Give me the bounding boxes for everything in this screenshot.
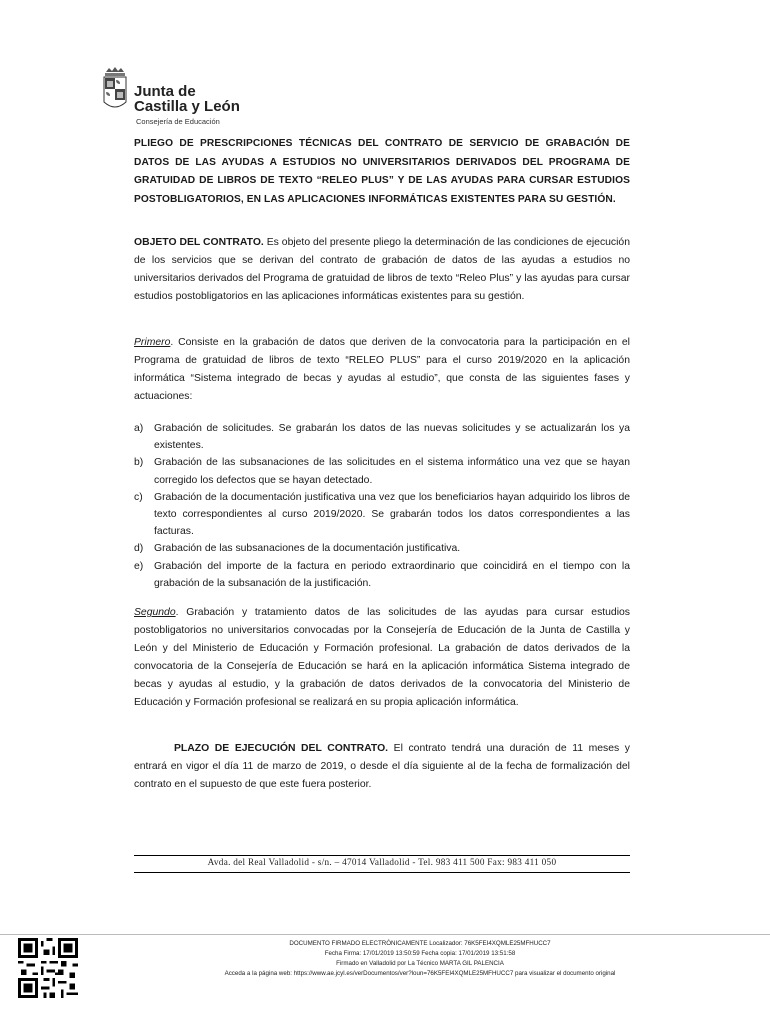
- list-marker: b): [134, 457, 144, 469]
- list-item: [134, 558, 630, 592]
- org-logo: [100, 66, 260, 126]
- list-item: [134, 420, 630, 454]
- signature-divider: [0, 934, 770, 935]
- objeto-heading: OBJETO DEL CONTRATO.: [134, 237, 264, 248]
- segundo-paragraph: [134, 604, 630, 712]
- coat-of-arms-icon: [100, 66, 130, 114]
- list-item-text: Grabación del importe de la factura en periodo extraordinario que coincidirá en el tiempo con la grabación de la subsanación de la justificación.: [154, 560, 630, 589]
- signature-line: Fecha Firma: 17/01/2019 13:50:59 Fecha copia: 17/01/2019 13:51:58: [324, 950, 516, 957]
- segundo-heading: Segundo: [134, 607, 176, 618]
- footer-divider: [134, 872, 630, 873]
- list-marker: c): [134, 491, 143, 503]
- list-item-text: Grabación de la documentación justificativa una vez que los beneficiarios hayan adquirido los libros de texto correspondientes al curso 2019/2020. Se grabarán todos los datos correspondientes a las facturas.: [154, 491, 630, 538]
- list-marker: d): [134, 543, 144, 555]
- department-name: Consejería de Educación: [136, 117, 220, 126]
- signature-line: Firmado en Valladolid por La Técnico MARTA GIL PALENCIA: [336, 960, 504, 967]
- org-name-line2: Castilla y León: [134, 98, 240, 115]
- objeto-text: Es objeto del presente pliego la determinación de las condiciones de ejecución de los servicios que se derivan del contrato de grabación de datos de las ayudas a estudios no universitarios derivados del Programa de gratuidad de libros de texto “Releo Plus” y las ayudas para cursar estudios postobligatorios en las aplicaciones informáticas existentes para su gestión.: [134, 237, 630, 302]
- objeto-paragraph: [134, 234, 630, 306]
- plazo-text: El contrato tendrá una duración de 11 meses y entrará en vigor el día 11 de marzo de 2019, o desde el día siguiente al de la fecha de formalización del contrato en el supuesto de que este fuera posterior.: [134, 743, 630, 790]
- signature-line: DOCUMENTO FIRMADO ELECTRÓNICAMENTE Localizador: 76K5FEI4XQMLE25MFHUCC7: [289, 940, 551, 947]
- plazo-heading: PLAZO DE EJECUCIÓN DEL CONTRATO.: [174, 743, 389, 754]
- list-item-text: Grabación de las subsanaciones de las solicitudes en el sistema informático una vez que se hayan corregido los defectos que se hayan detectado.: [154, 457, 630, 486]
- list-item: [134, 540, 630, 557]
- list-item-text: Grabación de solicitudes. Se grabarán los datos de las nuevas solicitudes y se actualizarán los ya existentes.: [154, 423, 630, 452]
- footer-address: Avda. del Real Valladolid - s/n. – 47014 Valladolid - Tel. 983 411 500 Fax: 983 411 050: [207, 857, 557, 867]
- list-marker: e): [134, 560, 144, 572]
- phases-list: [134, 420, 630, 592]
- signature-verification-link[interactable]: Acceda a la página web: https://www.ae.jcyl.es/verDocumentos/ver?loun=76K5FEI4XQMLE25MFHUCC7 para visualizar el documento original: [224, 970, 616, 977]
- footer-divider: [134, 855, 630, 856]
- list-item: [134, 489, 630, 541]
- list-marker: a): [134, 423, 144, 434]
- qr-code-icon: [18, 938, 78, 998]
- primero-heading: Primero: [134, 337, 171, 348]
- document-title: PLIEGO DE PRESCRIPCIONES TÉCNICAS DEL CONTRATO DE SERVICIO DE GRABACIÓN DE DATOS DE LAS AYUDAS A ESTUDIOS NO UNIVERSITARIOS DERIVADOS DEL PROGRAMA DE GRATUIDAD DE LIBROS DE TEXTO “RELEO PLUS” Y DE LAS AYUDAS PARA CURSAR ESTUDIOS POSTOBLIGATORIOS, EN LAS APLICACIONES INFORMÁTICAS EXISTENTES PARA SU GESTIÓN.: [134, 138, 630, 205]
- plazo-paragraph: [134, 740, 630, 794]
- primero-text: . Consiste en la grabación de datos que deriven de la convocatoria para la participación en el Programa de gratuidad de libros de texto “RELEO PLUS” para el curso 2019/2020 en la aplicación informática “Sistema integrado de becas y ayudas al estudio”, que consta de las siguientes fases y actuaciones:: [134, 337, 630, 402]
- list-item-text: Grabación de las subsanaciones de la documentación justificativa.: [154, 543, 461, 555]
- list-item: [134, 454, 630, 488]
- segundo-text: . Grabación y tratamiento datos de las solicitudes de las ayudas para cursar estudios postobligatorios no universitarios convocadas por la Consejería de Educación de la Junta de Castilla y León y del Ministerio de Educación y Formación profesional. La grabación de datos derivados de la convocatoria de la Consejería de Educación se hará en la aplicación informática Sistema integrado de becas y ayudas al estudio, y la grabación de datos derivados de la convocatoria del Ministerio de Educación y Formación profesional se realizará en su propia aplicación informática.: [134, 607, 630, 708]
- org-name-line1: Junta de: [134, 83, 196, 100]
- electronic-signature-block: [160, 939, 680, 979]
- primero-paragraph: [134, 334, 630, 406]
